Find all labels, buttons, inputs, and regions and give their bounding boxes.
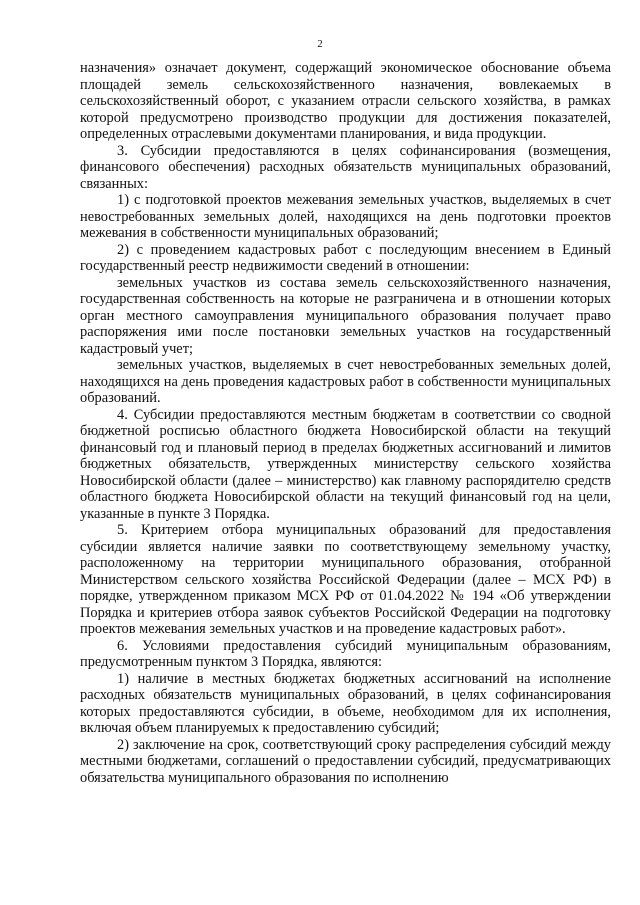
page-number: 2: [317, 38, 323, 50]
paragraph-subitem-3-1: 1) с подготовкой проектов межевания земельных участков, выделяемых в счет невостребованных земельных долей, находящихся на день подготовки проектов межевания в собственности муниципальных образований;: [80, 192, 611, 241]
paragraph-subitem-3-2: 2) с проведением кадастровых работ с последующим внесением в Единый государственный реестр недвижимости сведений в отношении:: [80, 241, 611, 274]
paragraph-continuation: назначения» означает документ, содержащий экономическое обоснование объема площадей земель сельскохозяйственного назначения, вовлекаемых в сельскохозяйственный оборот, с указанием отрасли сельского хозяйства, в рамках которой предусмотрено производство продукции для достижения показателей, определенных отраслевыми документами планирования, и вида продукции.: [80, 60, 611, 142]
paragraph-item-4: 4. Субсидии предоставляются местным бюджетам в соответствии со сводной бюджетной росписью областного бюджета Новосибирской области на текущий финансовый год и плановый период в пределах бюджетных ассигнований и лимитов бюджетных обязательств, утвержденных министерству сельского хозяйства Новосибирской области (далее – министерство) как главному распорядителю средств областного бюджета Новосибирской области на текущий финансовый год на цели, указанные в пункте 3 Порядка.: [80, 406, 611, 522]
paragraph-subitem-3-2-b: земельных участков, выделяемых в счет невостребованных земельных долей, находящихся на день проведения кадастровых работ в собственности муниципальных образований.: [80, 357, 611, 406]
paragraph-subitem-6-2: 2) заключение на срок, соответствующий сроку распределения субсидий между местными бюджетами, соглашений о предоставлении субсидий, предусматривающих обязательства муниципального образования по исполнению: [80, 736, 611, 786]
paragraph-item-5: 5. Критерием отбора муниципальных образований для предоставления субсидии является наличие заявки по соответствующему земельному участку, расположенному на территории муниципального образования, отобранной Министерством сельского хозяйства Российской Федерации (далее – МСХ РФ) в порядке, утвержденном приказом МСХ РФ от 01.04.2022 № 194 «Об утверждении Порядка и критериев отбора заявок субъектов Российской Федерации на подготовку проектов межевания земельных участков и на проведение кадастровых работ».: [80, 522, 611, 637]
paragraph-subitem-6-1: 1) наличие в местных бюджетах бюджетных ассигнований на исполнение расходных обязательств муниципальных образований, в целях софинансирования которых предоставляются субсидии, в объеме, необходимом для их исполнения, включая объем планируемых к предоставлению субсидий;: [80, 670, 611, 736]
paragraph-item-6: 6. Условиями предоставления субсидий муниципальным образованиям, предусмотренным пунктом 3 Порядка, являются:: [80, 637, 611, 670]
paragraph-item-3: 3. Субсидии предоставляются в целях софинансирования (возмещения, финансового обеспечения) расходных обязательств муниципальных образований, связанных:: [80, 142, 611, 192]
document-body: [80, 60, 611, 786]
paragraph-subitem-3-2-a: земельных участков из состава земель сельскохозяйственного назначения, государственная собственность на которые не разграничена и в отношении которых орган местного самоуправления муниципального образования получает право распоряжения ими после постановки земельных участков на государственный кадастровый учет;: [80, 274, 611, 357]
